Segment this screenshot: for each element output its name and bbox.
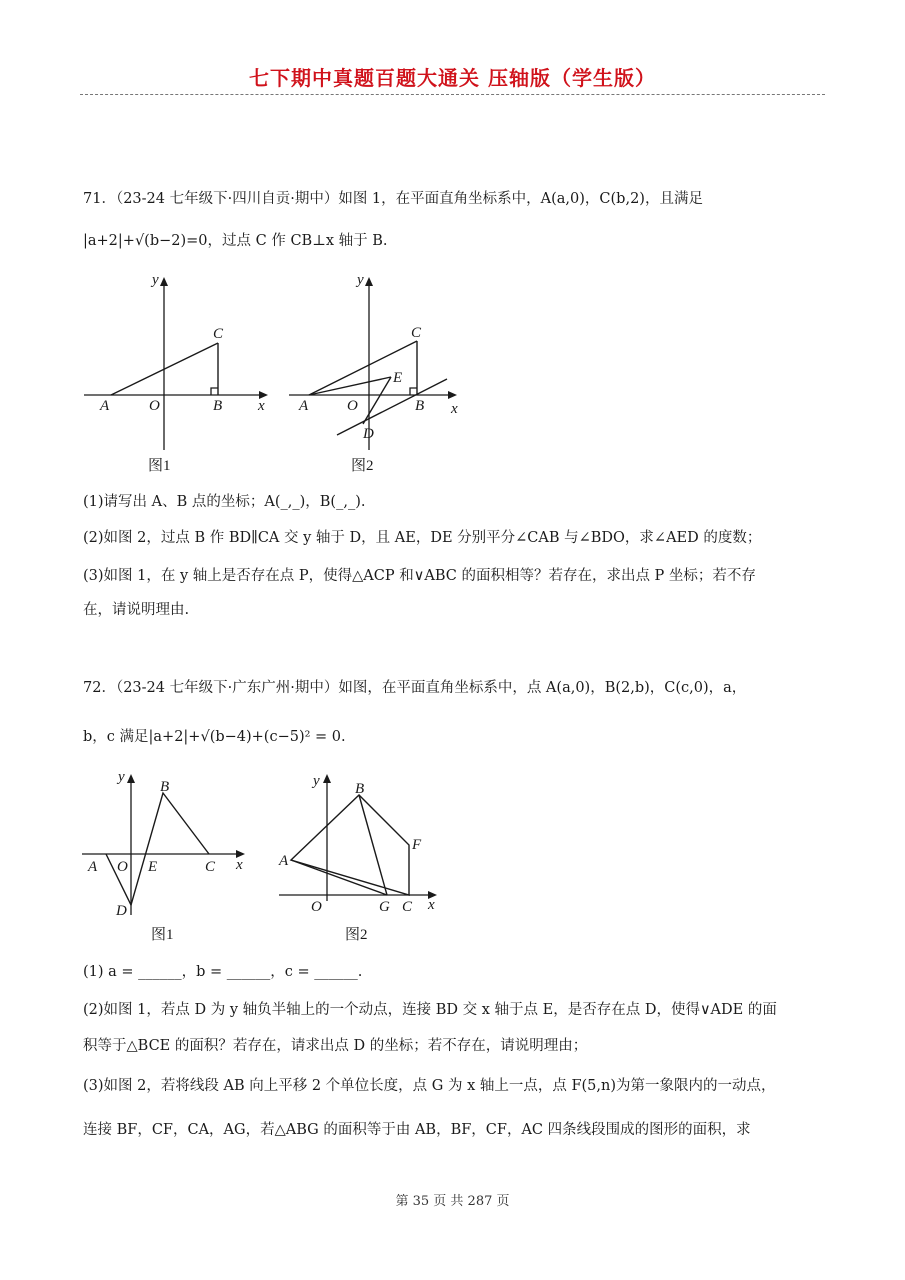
label-G: G	[379, 899, 390, 915]
label-y: y	[313, 773, 320, 789]
y-axis-arrow	[127, 774, 135, 783]
label-B: B	[160, 779, 170, 795]
label-A: A	[88, 859, 98, 875]
label-C: C	[402, 899, 413, 915]
x-axis-arrow	[448, 391, 457, 399]
fig1-caption: 图1	[148, 458, 171, 474]
label-B: B	[355, 781, 365, 797]
label-E: E	[148, 859, 158, 875]
label-O: O	[347, 398, 358, 414]
q71-figure-1	[78, 268, 278, 480]
label-y: y	[118, 769, 125, 785]
header-divider	[80, 94, 825, 95]
q72-intro-line1: 72．（23-24 七年级下·广东广州·期中）如图，在平面直角坐标系中，点 A(a,0)，B(2,b)，C(c,0)，a，	[83, 680, 747, 696]
q72-part3-line1: (3)如图 2，若将线段 AB 向上平移 2 个单位长度，点 G 为 x 轴上一点，点 F(5,n)为第一象限内的一动点，	[83, 1078, 776, 1094]
label-O: O	[149, 398, 160, 414]
y-axis-arrow	[323, 774, 331, 783]
label-D: D	[116, 903, 127, 919]
q71-part3-line2: 在，请说明理由.	[83, 602, 190, 618]
quadrilateral-ABFC	[291, 795, 409, 895]
segment-AC	[309, 341, 417, 395]
label-x: x	[258, 398, 265, 414]
segment-AE	[309, 377, 391, 395]
y-axis-arrow	[365, 277, 373, 286]
label-A: A	[100, 398, 110, 414]
label-A: A	[299, 398, 309, 414]
label-D: D	[363, 426, 374, 442]
label-F: F	[412, 837, 422, 853]
y-axis-arrow	[160, 277, 168, 286]
label-x: x	[451, 401, 458, 417]
label-B: B	[415, 398, 425, 414]
q71-figure-2	[285, 268, 485, 480]
q71-part1: (1)请写出 A、B 点的坐标；A(_,_)，B(_,_).	[83, 494, 366, 510]
label-y: y	[357, 272, 364, 288]
q72-figure-2	[275, 765, 455, 945]
q71-part2: (2)如图 2，过点 B 作 BD∥CA 交 y 轴于 D，且 AE，DE 分别平分∠CAB 与∠BDO，求∠AED 的度数；	[83, 530, 762, 546]
segment-DE	[363, 377, 391, 424]
right-angle-mark	[211, 388, 218, 395]
q72-part2-line2: 积等于△BCE 的面积？若存在，请求出点 D 的坐标；若不存在，请说明理由；	[83, 1038, 588, 1054]
q71-part3-line1: (3)如图 1，在 y 轴上是否存在点 P，使得△ACP 和∨ABC 的面积相等？若存在，求出点 P 坐标；若不存	[83, 568, 756, 584]
q72-part2-line1: (2)如图 1，若点 D 为 y 轴负半轴上的一个动点，连接 BD 交 x 轴于点 E，是否存在点 D，使得∨ADE 的面	[83, 1002, 777, 1018]
right-angle-mark	[410, 388, 417, 395]
label-B: B	[213, 398, 223, 414]
fig2-caption: 图2	[345, 927, 368, 943]
fig1-caption: 图1	[151, 927, 174, 943]
label-y: y	[152, 272, 159, 288]
page-number-footer: 第 35 页 共 287 页	[395, 1194, 510, 1209]
label-O: O	[117, 859, 128, 875]
segment-BG	[359, 795, 387, 895]
label-E: E	[393, 370, 403, 386]
label-C: C	[205, 859, 216, 875]
fig2-caption: 图2	[351, 458, 374, 474]
label-A: A	[279, 853, 289, 869]
label-x: x	[428, 897, 435, 913]
page-title: 七下期中真题百题大通关 压轴版（学生版）	[249, 66, 656, 90]
q71-intro-line2: |a+2|+√(b−2)=0，过点 C 作 CB⊥x 轴于 B.	[83, 233, 388, 249]
q72-part3-line2: 连接 BF，CF，CA，AG，若△ABG 的面积等于由 AB，BF，CF，AC 四条线段围成的图形的面积，求	[83, 1122, 751, 1138]
q72-part1: (1) a = ______，b = ______，c = ______.	[83, 964, 363, 980]
segments-A-D-B-C	[106, 793, 209, 905]
label-O: O	[311, 899, 322, 915]
label-x: x	[236, 857, 243, 873]
q72-figure-1	[78, 765, 258, 945]
q71-intro-line1: 71．（23-24 七年级下·四川自贡·期中）如图 1，在平面直角坐标系中，A(a,0)，C(b,2)，且满足	[83, 191, 703, 207]
segment-AG	[291, 860, 387, 895]
q72-intro-line2: b，c 满足|a+2|+√(b−4)+(c−5)² = 0.	[83, 729, 346, 745]
label-C: C	[411, 325, 422, 341]
label-C: C	[213, 326, 224, 342]
